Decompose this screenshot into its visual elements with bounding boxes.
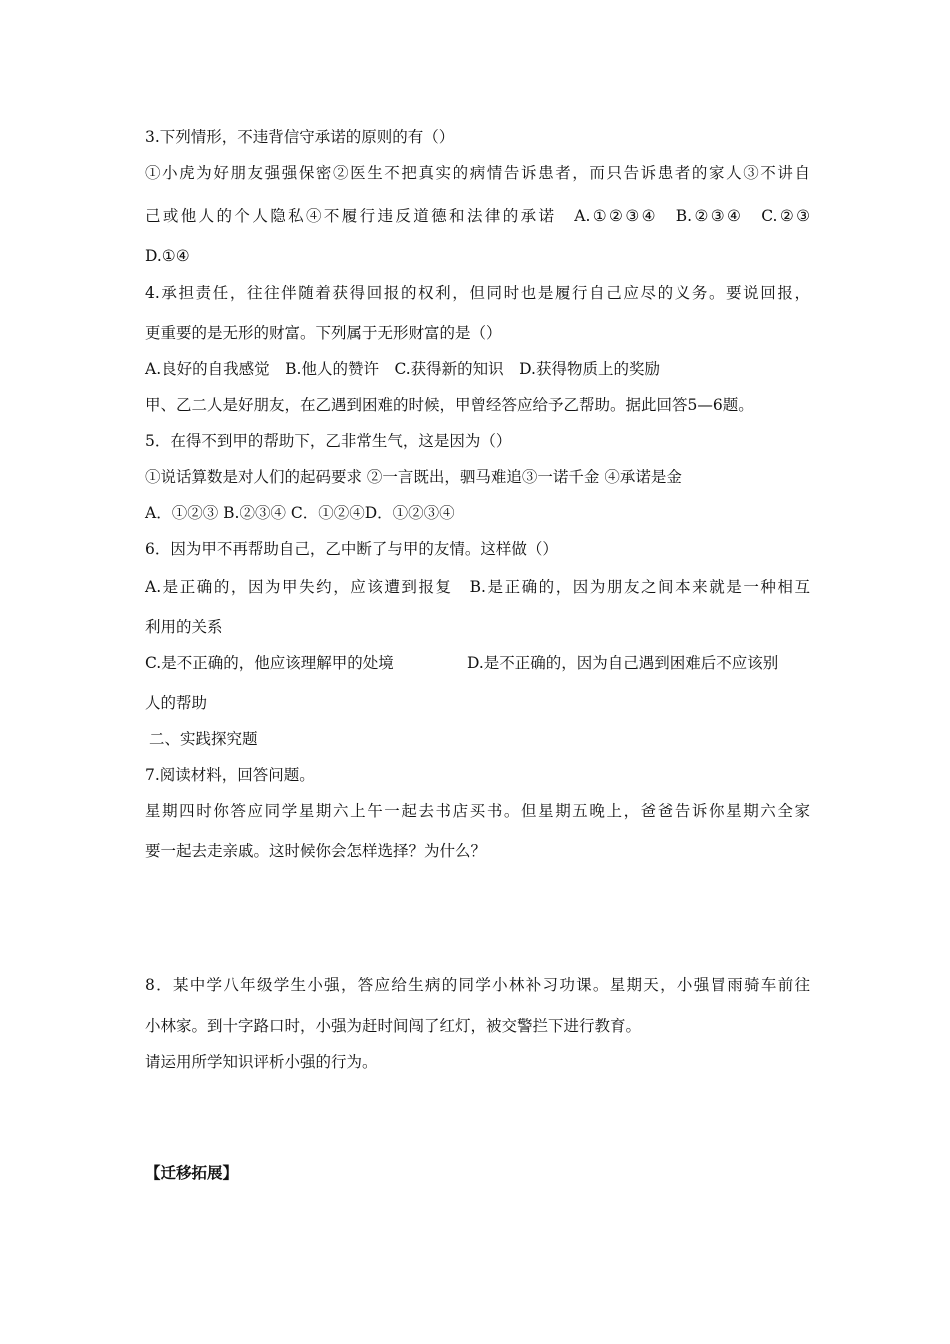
question-5-stem: 5．在得不到甲的帮助下，乙非常生气，这是因为（） <box>145 432 512 450</box>
question-4-stem-line-1: 4.承担责任，往往伴随着获得回报的权利，但同时也是履行自己应尽的义务。要说回报， <box>145 284 810 302</box>
question-4-stem-line-2: 更重要的是无形的财富。下列属于无形财富的是（） <box>145 324 502 342</box>
material-5-6: 甲、乙二人是好朋友，在乙遇到困难的时候，甲曾经答应给予乙帮助。据此回答5—6题。 <box>145 396 754 414</box>
section-heading-transfer: 【迁移拓展】 <box>145 1163 239 1182</box>
question-6-option-b-cont: 利用的关系 <box>145 618 223 636</box>
section-2-heading: 二、实践探究题 <box>149 730 258 748</box>
question-6-option-c: C.是不正确的，他应该理解甲的处境 <box>145 654 394 672</box>
question-8-prompt: 请运用所学知识评析小强的行为。 <box>145 1053 378 1071</box>
question-6-stem: 6．因为甲不再帮助自己，乙中断了与甲的友情。这样做（） <box>145 540 558 558</box>
question-8-stem-line-1: 8．某中学八年级学生小强，答应给生病的同学小林补习功课。星期天，小强冒雨骑车前往 <box>145 976 810 994</box>
question-5-options: A．①②③ B.②③④ C．①②④D．①②③④ <box>145 504 455 522</box>
question-6-options-ab: A.是正确的，因为甲失约，应该遭到报复 B.是正确的，因为朋友之间本来就是一种相互 <box>145 578 810 596</box>
question-4-options: A.良好的自我感觉 B.他人的赞许 C.获得新的知识 D.获得物质上的奖励 <box>145 360 660 378</box>
question-6-options-cd <box>145 652 810 674</box>
question-3-options-line-1: ①小虎为好朋友强强保密②医生不把真实的病情告诉患者，而只告诉患者的家人③不讲自 <box>145 164 810 182</box>
question-5-statements: ①说话算数是对人们的起码要求 ②一言既出，驷马难追③一诺千金 ④承诺是金 <box>145 468 682 486</box>
question-3-option-d: D.①④ <box>145 247 190 265</box>
question-3-options-line-2: 己或他人的个人隐私④不履行违反道德和法律的承诺 A.①②③④ B.②③④ C.②③ <box>145 207 810 225</box>
question-6-option-d: D.是不正确的，因为自己遇到困难后不应该别 <box>467 654 779 672</box>
question-8-stem-line-2: 小林家。到十字路口时，小强为赶时间闯了红灯，被交警拦下进行教育。 <box>145 1017 642 1035</box>
question-7-material-line-1: 星期四时你答应同学星期六上午一起去书店买书。但星期五晚上，爸爸告诉你星期六全家 <box>145 802 810 820</box>
question-3-stem: 3.下列情形，不违背信守承诺的原则的有（） <box>145 128 455 146</box>
question-7-material-line-2: 要一起去走亲戚。这时候你会怎样选择？为什么？ <box>145 842 487 860</box>
question-7-stem: 7.阅读材料，回答问题。 <box>145 766 315 784</box>
question-6-option-d-cont: 人的帮助 <box>145 694 208 712</box>
